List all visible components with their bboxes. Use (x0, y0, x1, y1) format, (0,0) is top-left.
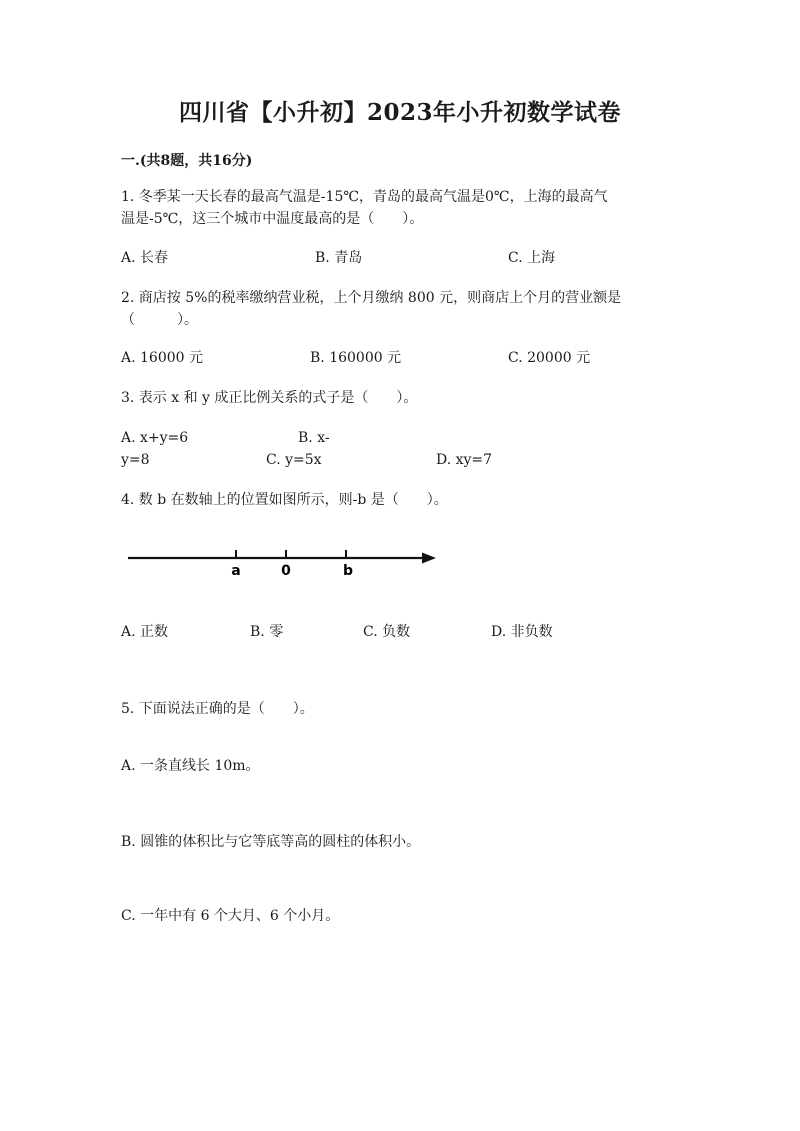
q3-option-b: B. x- (298, 430, 330, 446)
axis-label-zero: 0 (281, 563, 291, 579)
section-heading: 一.(共8题，共16分) (121, 153, 253, 169)
q4-option-b: B. 零 (250, 624, 284, 640)
axis-label-a: a (231, 563, 241, 579)
q3-option-c: C. y=5x (266, 452, 322, 468)
q1-option-c: C. 上海 (508, 250, 556, 266)
q5-option-c: C. 一年中有 6 个大月、6 个小月。 (121, 908, 340, 924)
q2-option-a: A. 16000 元 (121, 350, 203, 366)
number-line-figure (120, 540, 450, 590)
q3-option-b-continued: y=8 (121, 452, 150, 468)
q4-option-a: A. 正数 (121, 624, 169, 640)
q2-option-b: B. 160000 元 (310, 350, 402, 366)
question-1-line-2: 温是-5℃，这三个城市中温度最高的是（ ）。 (121, 211, 424, 227)
question-1-line-1: 1. 冬季某一天长春的最高气温是-15℃，青岛的最高气温是0℃，上海的最高气 (121, 189, 608, 205)
question-3 (121, 387, 681, 409)
question-4-line-1: 4. 数 b 在数轴上的位置如图所示，则-b 是（ ）。 (121, 492, 448, 508)
q5-option-a: A. 一条直线长 10m。 (121, 758, 260, 774)
question-3-line-1: 3. 表示 x 和 y 成正比例关系的式子是（ ）。 (121, 390, 418, 406)
q5-option-b: B. 圆锥的体积比与它等底等高的圆柱的体积小。 (121, 834, 421, 850)
q4-option-d: D. 非负数 (491, 624, 553, 640)
q3-option-a: A. x+y=6 (121, 430, 189, 446)
q1-option-b: B. 青岛 (315, 250, 363, 266)
q1-option-a: A. 长春 (121, 250, 169, 266)
question-4 (121, 489, 681, 511)
question-2-line-2: （ ）。 (121, 312, 198, 328)
q2-option-c: C. 20000 元 (508, 350, 591, 366)
question-1 (121, 186, 681, 230)
q3-option-d: D. xy=7 (436, 452, 493, 468)
question-5 (121, 698, 681, 720)
axis-label-b: b (342, 563, 354, 579)
number-line-arrow (422, 553, 436, 564)
q4-option-c: C. 负数 (363, 624, 411, 640)
question-2-line-1: 2. 商店按 5%的税率缴纳营业税，上个月缴纳 800 元，则商店上个月的营业额是 (121, 290, 622, 306)
question-2 (121, 287, 681, 331)
question-5-line-1: 5. 下面说法正确的是（ ）。 (121, 701, 314, 717)
page-title: 四川省【小升初】2023年小升初数学试卷 (178, 99, 621, 126)
